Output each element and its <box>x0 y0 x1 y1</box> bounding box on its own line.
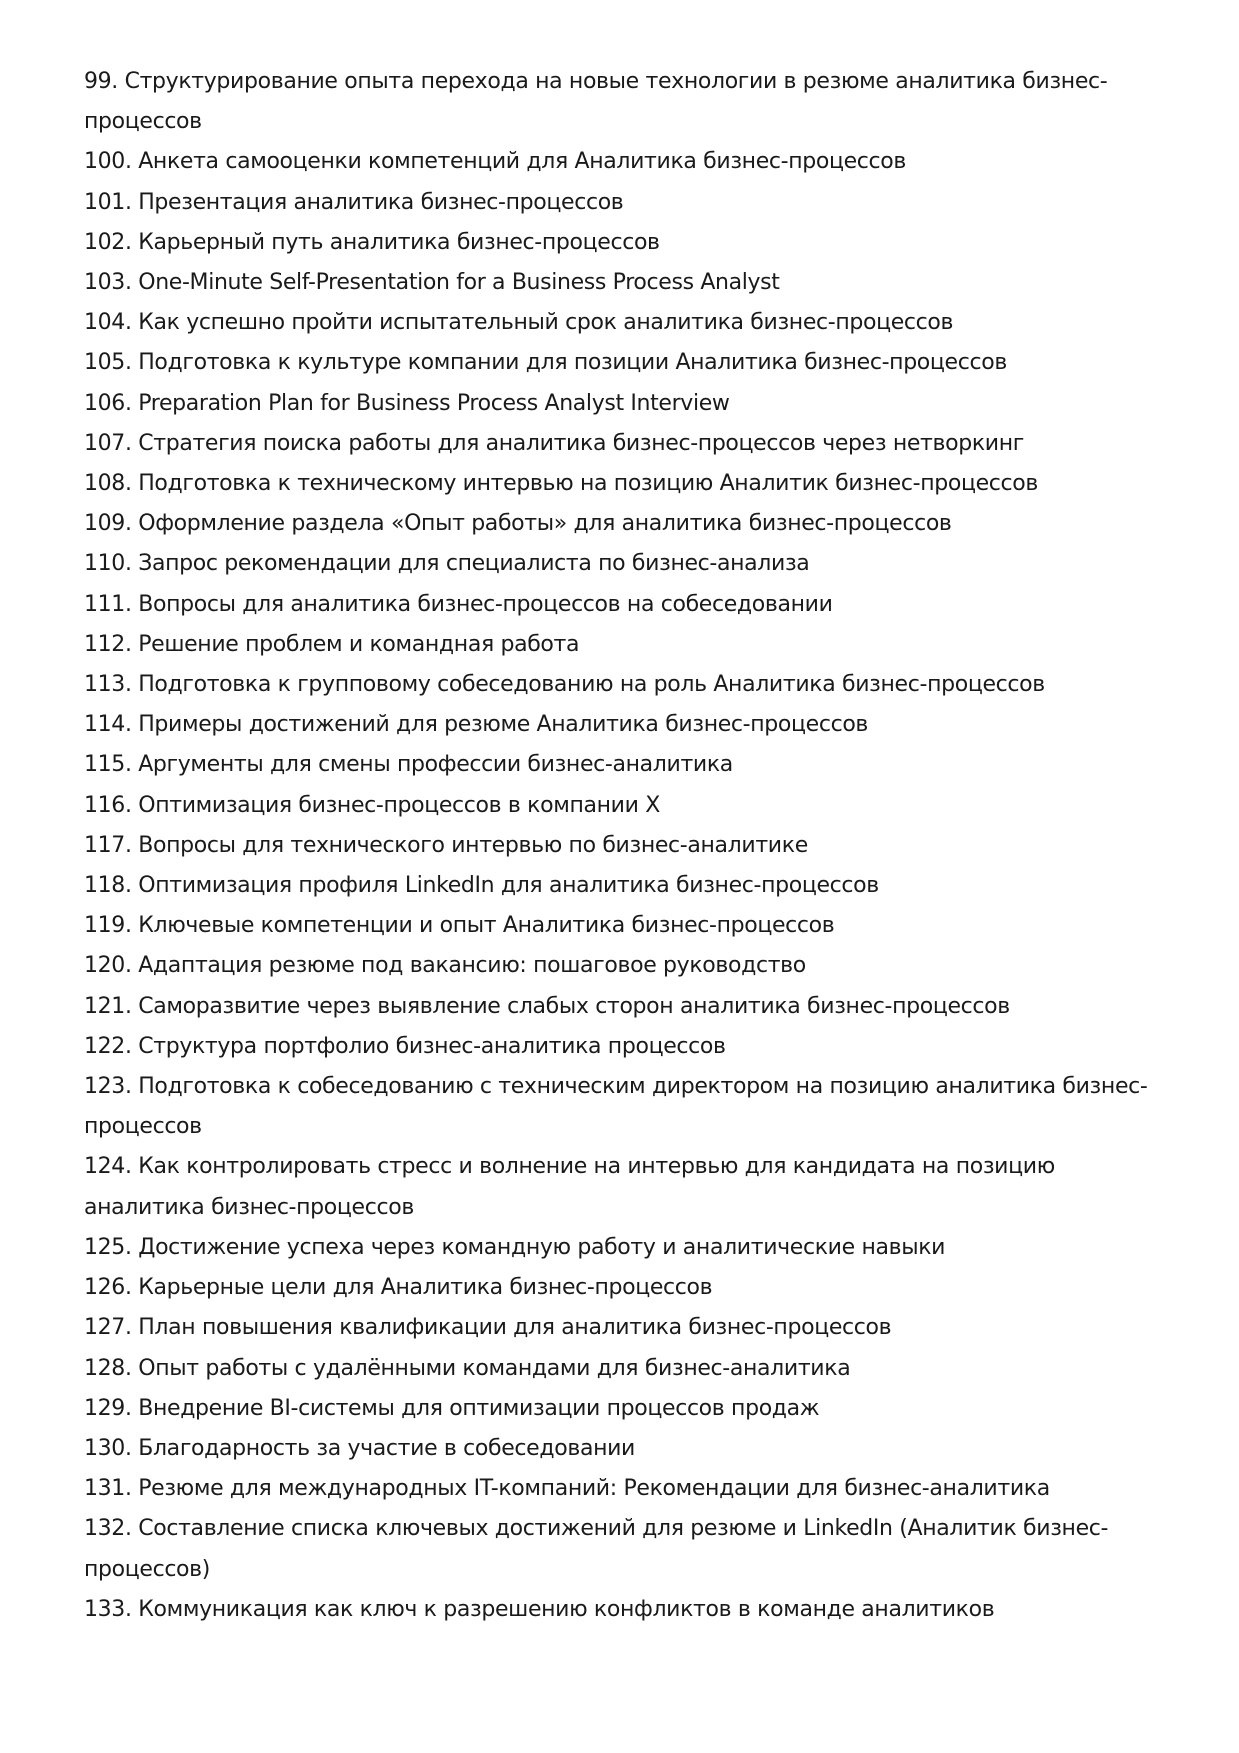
list-item: 125. Достижение успеха через командную работу и аналитические навыки <box>84 1234 946 1260</box>
list-item: 107. Стратегия поиска работы для аналитика бизнес-процессов через нетворкинг <box>84 430 1024 456</box>
list-item: 115. Аргументы для смены профессии бизнес-аналитика <box>84 752 733 778</box>
list-item: 100. Анкета самооценки компетенций для Аналитика бизнес-процессов <box>84 149 907 175</box>
list-item: 120. Адаптация резюме под вакансию: пошаговое руководство <box>84 953 806 979</box>
list-item: 102. Карьерный путь аналитика бизнес-процессов <box>84 229 660 255</box>
list-item: 131. Резюме для международных IT-компаний: Рекомендации для бизнес-аналитика <box>84 1476 1050 1502</box>
list-item: 130. Благодарность за участие в собеседовании <box>84 1435 636 1461</box>
list-item: 126. Карьерные цели для Аналитика бизнес-процессов <box>84 1275 713 1301</box>
list-item: 122. Структура портфолио бизнес-аналитика процессов <box>84 1033 726 1059</box>
list-item: 117. Вопросы для технического интервью по бизнес-аналитике <box>84 832 808 858</box>
list-item: 129. Внедрение BI-системы для оптимизации процессов продаж <box>84 1395 820 1421</box>
list-item: 110. Запрос рекомендации для специалиста по бизнес-анализа <box>84 551 810 577</box>
list-item: 108. Подготовка к техническому интервью на позицию Аналитик бизнес-процессов <box>84 471 1038 497</box>
list-item: 133. Коммуникация как ключ к разрешению конфликтов в команде аналитиков <box>84 1596 995 1622</box>
list-item: 109. Оформление раздела «Опыт работы» для аналитика бизнес-процессов <box>84 511 952 537</box>
list-item: 116. Оптимизация бизнес-процессов в компании X <box>84 792 660 818</box>
list-item: 104. Как успешно пройти испытательный срок аналитика бизнес-процессов <box>84 310 954 336</box>
list-item: 101. Презентация аналитика бизнес-процессов <box>84 189 624 215</box>
list-item: 106. Preparation Plan for Business Process Analyst Interview <box>84 390 730 416</box>
list-item: 121. Саморазвитие через выявление слабых сторон аналитика бизнес-процессов <box>84 993 1010 1019</box>
list-item: 113. Подготовка к групповому собеседованию на роль Аналитика бизнес-процессов <box>84 672 1045 698</box>
list-item: 99. Структурирование опыта перехода на новые технологии в резюме аналитика бизнес-процессов <box>84 69 1108 135</box>
list-item: 132. Составление списка ключевых достижений для резюме и LinkedIn (Аналитик бизнес-процессов) <box>84 1516 1109 1582</box>
list-item: 114. Примеры достижений для резюме Аналитика бизнес-процессов <box>84 712 869 738</box>
list-item: 119. Ключевые компетенции и опыт Аналитика бизнес-процессов <box>84 913 835 939</box>
list-item: 118. Оптимизация профиля LinkedIn для аналитика бизнес-процессов <box>84 873 879 899</box>
list-item: 111. Вопросы для аналитика бизнес-процессов на собеседовании <box>84 591 833 617</box>
list-item: 127. План повышения квалификации для аналитика бизнес-процессов <box>84 1315 892 1341</box>
list-item: 124. Как контролировать стресс и волнение на интервью для кандидата на позицию аналитика бизнес-процессов <box>84 1154 1055 1220</box>
list-item: 112. Решение проблем и командная работа <box>84 631 580 657</box>
list-item: 103. One-Minute Self-Presentation for a Business Process Analyst <box>84 270 780 296</box>
list-item: 123. Подготовка к собеседованию с техническим директором на позицию аналитика бизнес-процессов <box>84 1074 1148 1140</box>
list-item: 128. Опыт работы с удалёнными командами для бизнес-аналитика <box>84 1355 851 1381</box>
numbered-topic-list <box>84 62 1156 1630</box>
list-item: 105. Подготовка к культуре компании для позиции Аналитика бизнес-процессов <box>84 350 1007 376</box>
